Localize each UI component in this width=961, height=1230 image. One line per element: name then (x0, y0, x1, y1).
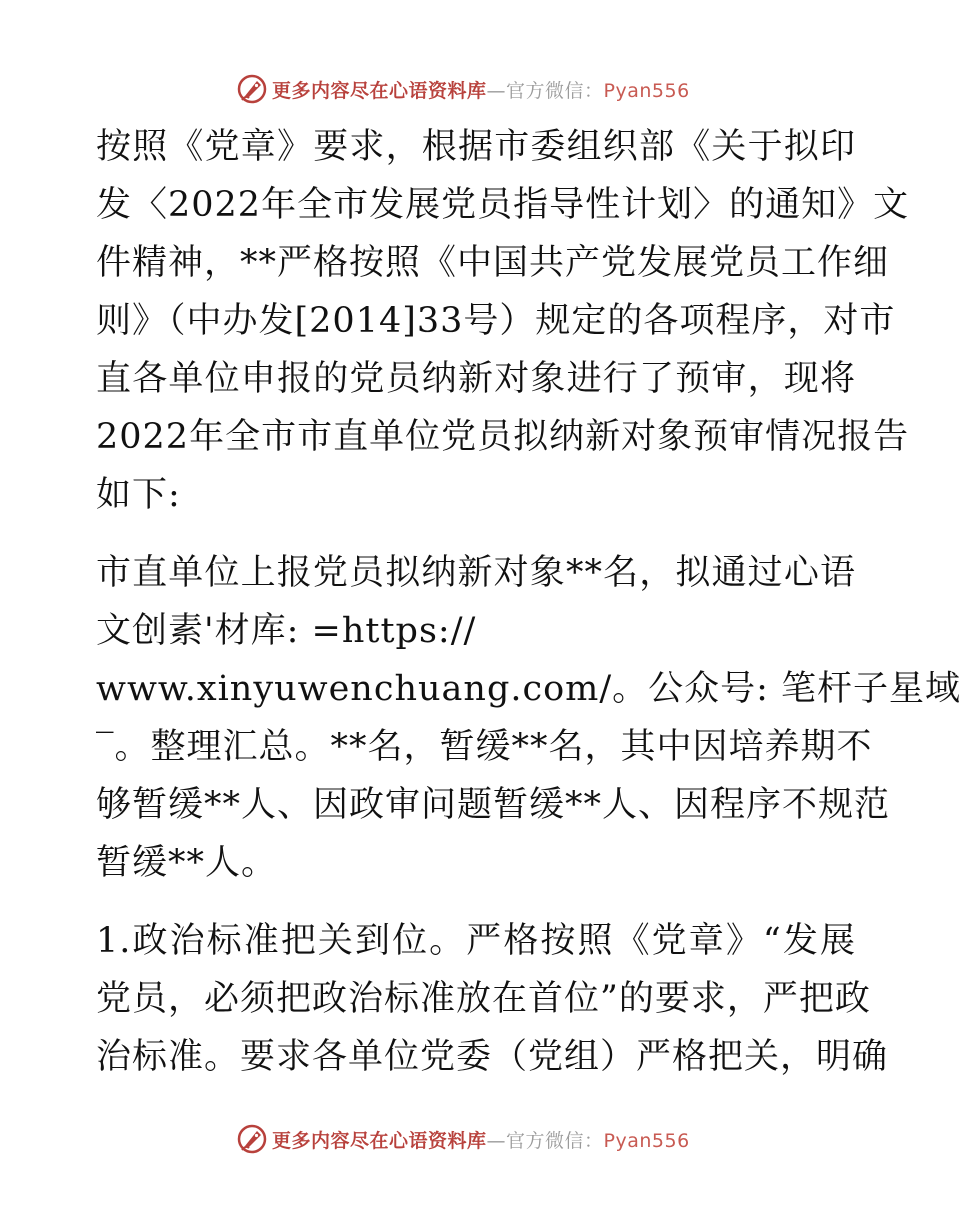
watermark-footer (236, 1122, 690, 1156)
watermark-part3: Pyan556 (603, 79, 690, 102)
watermark-part3: Pyan556 (603, 1129, 690, 1152)
watermark-text (272, 76, 690, 103)
watermark-part2: —官方微信： (486, 1129, 604, 1152)
text-line: 2022年全市市直单位党员拟纳新对象预审情况报告 (96, 417, 910, 457)
text-line: 够暂缓**人、因政审问题暂缓**人、因程序不规范 (96, 785, 891, 825)
text-line: www.xinyuwenchuang.com/。公众号: 笔杆子星域 (96, 669, 961, 709)
document-body (96, 118, 961, 1086)
text-line: ‾。整理汇总。**名，暂缓**名，其中因培养期不 (96, 727, 873, 767)
text-line: 治标准。要求各单位党委（党组）严格把关，明确 (96, 1037, 889, 1077)
text-line: 1.政治标准把关到位。严格按照《党章》“发展 (96, 921, 856, 961)
watermark-text (272, 1126, 690, 1153)
watermark-part2: —官方微信： (486, 79, 604, 102)
text-line: 件精神，**严格按照《中国共产党发展党员工作细 (96, 243, 890, 283)
pen-nib-logo-icon (236, 73, 268, 105)
text-line: 如下: (96, 475, 181, 515)
text-line: 则》（中办发[2014]33号）规定的各项程序，对市 (96, 301, 896, 341)
text-line: 按照《党章》要求，根据市委组织部《关于拟印 (96, 127, 856, 167)
text-line: 发〈2022年全市发展党员指导性计划〉的通知》文 (96, 185, 910, 225)
watermark-part1: 更多内容尽在心语资料库 (272, 1129, 487, 1152)
paragraph-2 (96, 544, 961, 892)
text-line: 文创素'材库: =https:// (96, 611, 477, 651)
pen-nib-logo-icon (236, 1123, 268, 1155)
paragraph-1 (96, 118, 910, 524)
text-line: 党员，必须把政治标准放在首位”的要求，严把政 (96, 979, 871, 1019)
text-line: 直各单位申报的党员纳新对象进行了预审，现将 (96, 359, 856, 399)
watermark-header (236, 72, 690, 106)
paragraph-3 (96, 912, 889, 1086)
text-line: 暂缓**人。 (96, 843, 278, 883)
watermark-part1: 更多内容尽在心语资料库 (272, 79, 487, 102)
text-line: 市直单位上报党员拟纳新对象**名，拟通过心语 (96, 553, 856, 593)
